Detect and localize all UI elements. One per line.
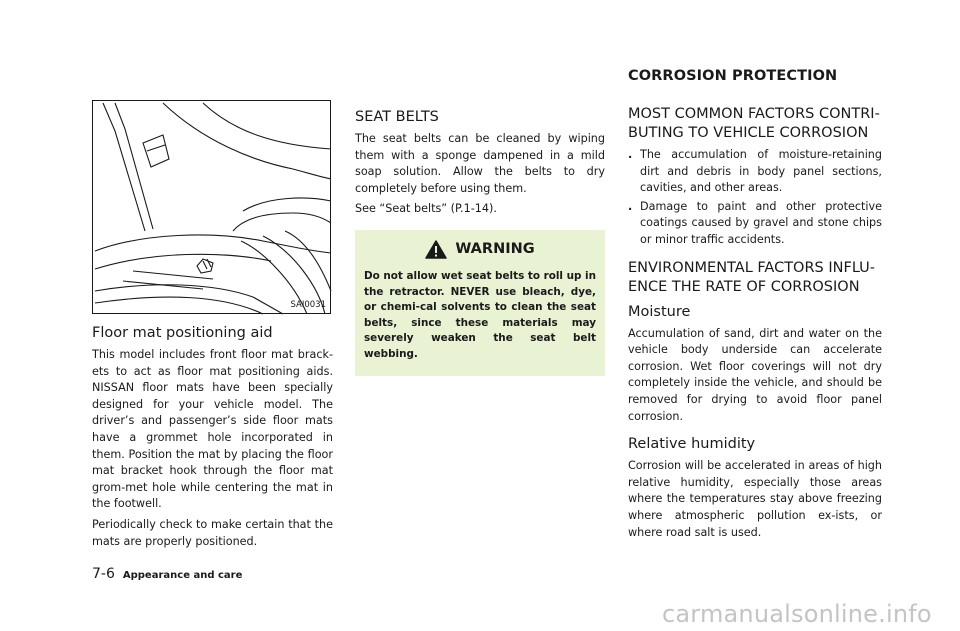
floor-mat-section xyxy=(92,324,333,550)
floor-mat-illustration xyxy=(92,100,331,314)
floor-mat-heading: Floor mat positioning aid xyxy=(92,325,273,341)
floor-mat-paragraph-1: This model includes front floor mat brack-ets to act as floor mat positioning aids. NISSAN floor mats have been specially designed for your vehicle model. The driver’s and passenger’s side floor mats have a grommet hole incorporated in them. Position the mat by placing the floor mat bracket hook through the floor mat grom-met hole while centering the mat in the footwell. xyxy=(92,348,333,511)
warning-title: WARNING xyxy=(455,241,535,258)
bullet-text: Damage to paint and other protective coatings caused by gravel and stone chips or minor traffic accidents. xyxy=(640,199,882,246)
environmental-factors-heading: ENVIRONMENTAL FACTORS INFLU-ENCE THE RATE OF CORROSION xyxy=(628,259,876,295)
warning-triangle-icon xyxy=(425,240,447,259)
seat-belts-paragraph-1: The seat belts can be cleaned by wiping them with a sponge dampened in a mild soap solution. Allow the belts to dry completely before using them. xyxy=(355,132,605,195)
warning-box xyxy=(355,230,605,376)
page-number: 7-6 xyxy=(92,566,115,582)
figure-label: SAI0031 xyxy=(290,300,326,310)
seat-belts-reference: See “Seat belts” (P.1-14). xyxy=(355,202,497,216)
common-factors-list xyxy=(628,147,882,249)
moisture-heading: Moisture xyxy=(628,303,691,320)
bullet-text: The accumulation of moisture-retaining dirt and debris in body panel sections, cavities, and other areas. xyxy=(640,148,882,195)
corrosion-factors-section xyxy=(628,105,882,541)
bullet-dot: . xyxy=(628,199,633,213)
common-factors-heading: MOST COMMON FACTORS CONTRI-BUTING TO VEHICLE CORROSION xyxy=(628,106,880,141)
bullet-dot: . xyxy=(628,148,633,161)
seat-belts-section xyxy=(355,108,605,376)
section-header: CORROSION PROTECTION xyxy=(628,68,838,84)
floor-mat-paragraph-2: Periodically check to make certain that the mats are properly positioned. xyxy=(92,517,333,548)
humidity-paragraph: Corrosion will be accelerated in areas of high relative humidity, especially those areas where the temperatures stay above freezing where atmospheric pollution ex-ists, or where road salt is used. xyxy=(628,459,882,539)
footer-section-title: Appearance and care xyxy=(122,570,243,581)
moisture-paragraph: Accumulation of sand, dirt and water on the vehicle body underside can accelerate corrosion. Wet floor coverings will not dry completely inside the vehicle, and should be removed for drying to avoid floor panel corrosion. xyxy=(628,326,882,423)
floor-mat-drawing xyxy=(93,101,332,315)
list-item xyxy=(628,199,882,249)
list-item xyxy=(628,147,882,197)
watermark: carmanualsonline.info xyxy=(662,600,932,628)
warning-title-row xyxy=(364,240,596,259)
warning-text: Do not allow wet seat belts to roll up in the retractor. NEVER use bleach, dye, or chemi-cal solvents to clean the seat belts, since these materials may severely weaken the seat belt webbing. xyxy=(364,269,597,360)
seat-belts-heading: SEAT BELTS xyxy=(355,109,439,125)
humidity-heading: Relative humidity xyxy=(628,436,756,453)
page-footer xyxy=(92,566,242,582)
